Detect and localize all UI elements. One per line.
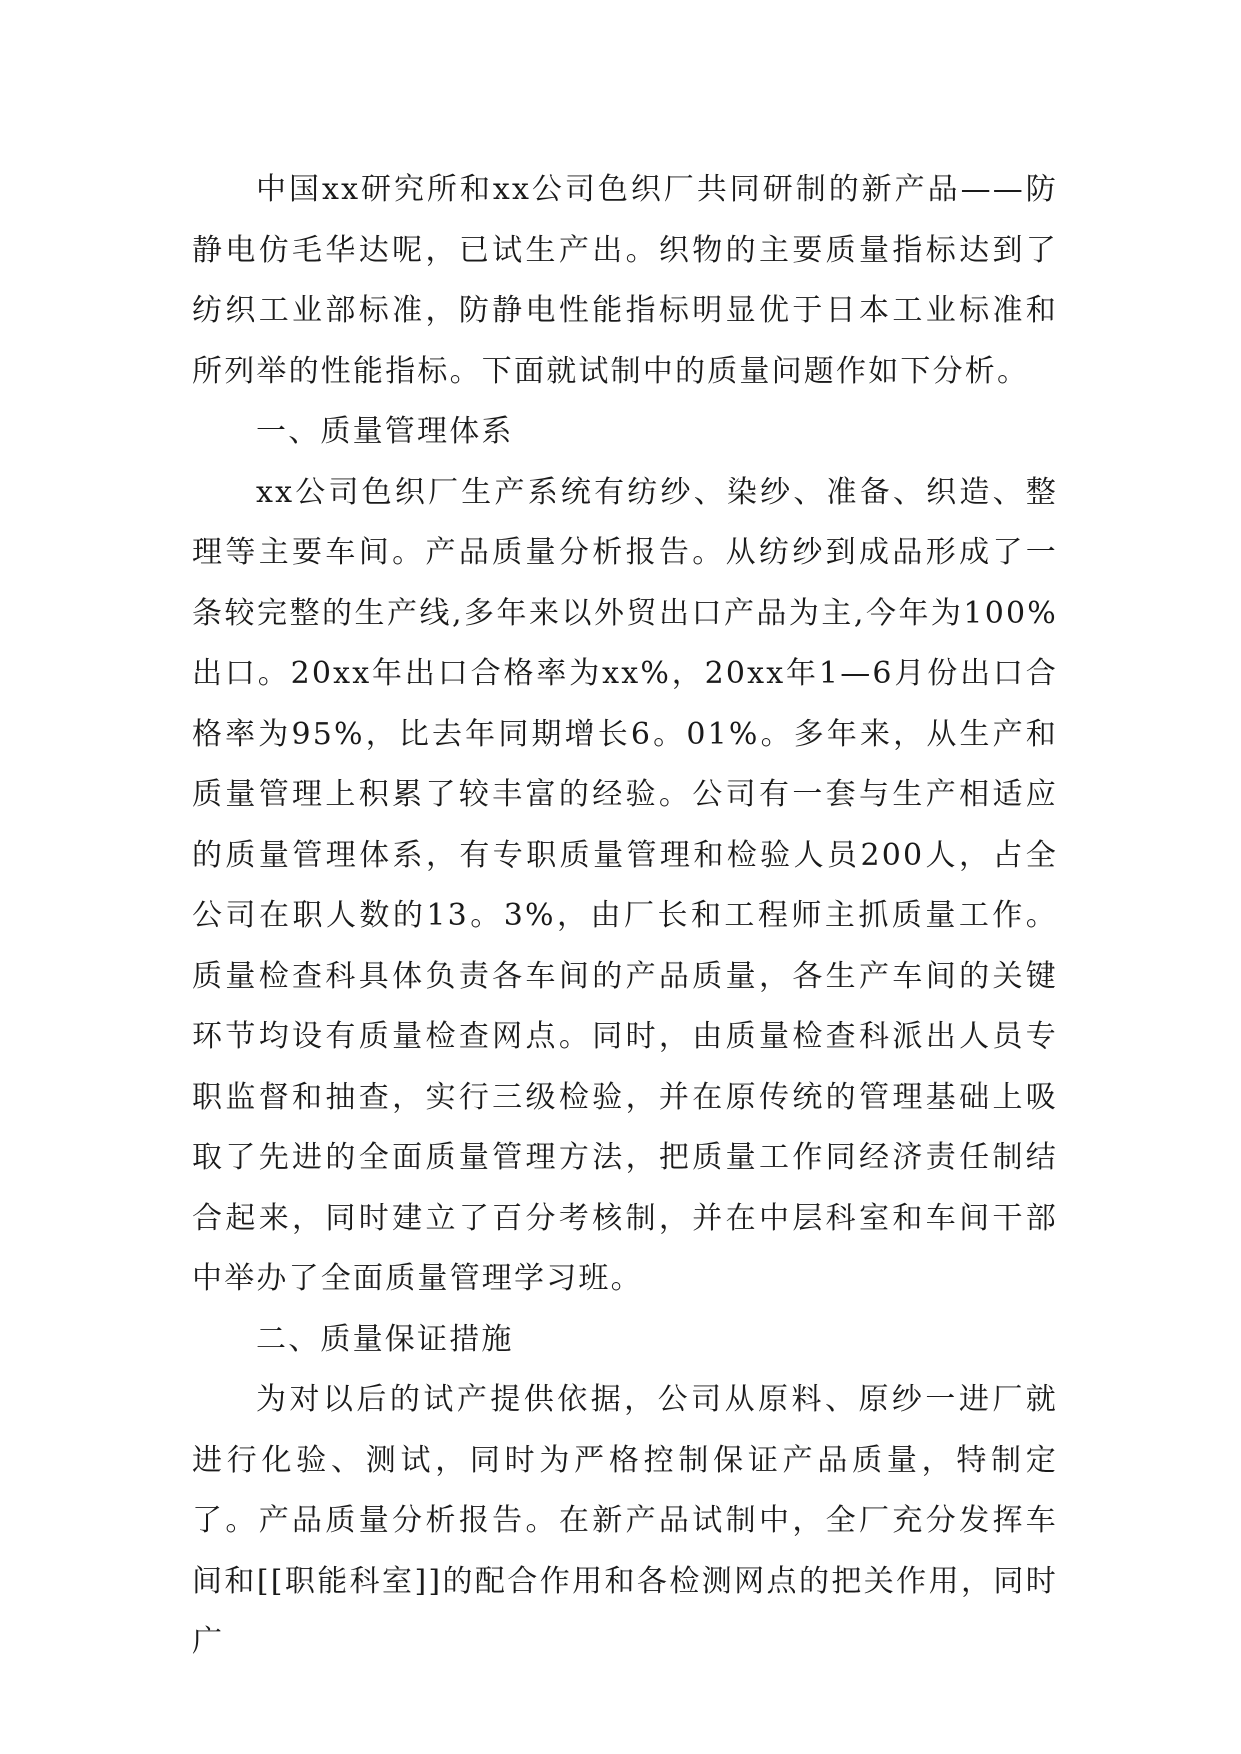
section-heading-quality-assurance-measures: 二、质量保证措施 xyxy=(256,1321,514,1357)
document-body xyxy=(192,160,1058,1673)
quality-assurance-paragraph: 为对以后的试产提供依据，公司从原料、原纱一进厂就进行化验、测试，同时为严格控制保证产品质量，特制定了。产品质量分析报告。在新产品试制中，全厂充分发挥车间和[[职能科室]]的配合作用和各检测网点的把关作用，同时广 xyxy=(192,1382,1058,1659)
quality-management-paragraph: xx公司色织厂生产系统有纺纱、染纱、准备、织造、整理等主要车间。产品质量分析报告。从纺纱到成品形成了一条较完整的生产线,多年来以外贸出口产品为主,今年为100%出口。20xx年出口合格率为xx%，20xx年1—6月份出口合格率为95%，比去年同期增长6。01%。多年来，从生产和质量管理上积累了较丰富的经验。公司有一套与生产相适应的质量管理体系，有专职质量管理和检验人员200人，占全公司在职人数的13。3%，由厂长和工程师主抓质量工作。质量检查科具体负责各车间的产品质量，各生产车间的关键环节均设有质量检查网点。同时，由质量检查科派出人员专职监督和抽查，实行三级检验，并在原传统的管理基础上吸取了先进的全面质量管理方法，把质量工作同经济责任制结合起来，同时建立了百分考核制，并在中层科室和车间干部中举办了全面质量管理学习班。 xyxy=(192,474,1058,1296)
section-heading-quality-management-system: 一、质量管理体系 xyxy=(256,414,514,449)
intro-paragraph: 中国xx研究所和xx公司色织厂共同研制的新产品——防静电仿毛华达呢，已试生产出。织物的主要质量指标达到了纺织工业部标准，防静电性能指标明显优于日本工业标准和所列举的性能指标。下面就试制中的质量问题作如下分析。 xyxy=(192,172,1058,389)
